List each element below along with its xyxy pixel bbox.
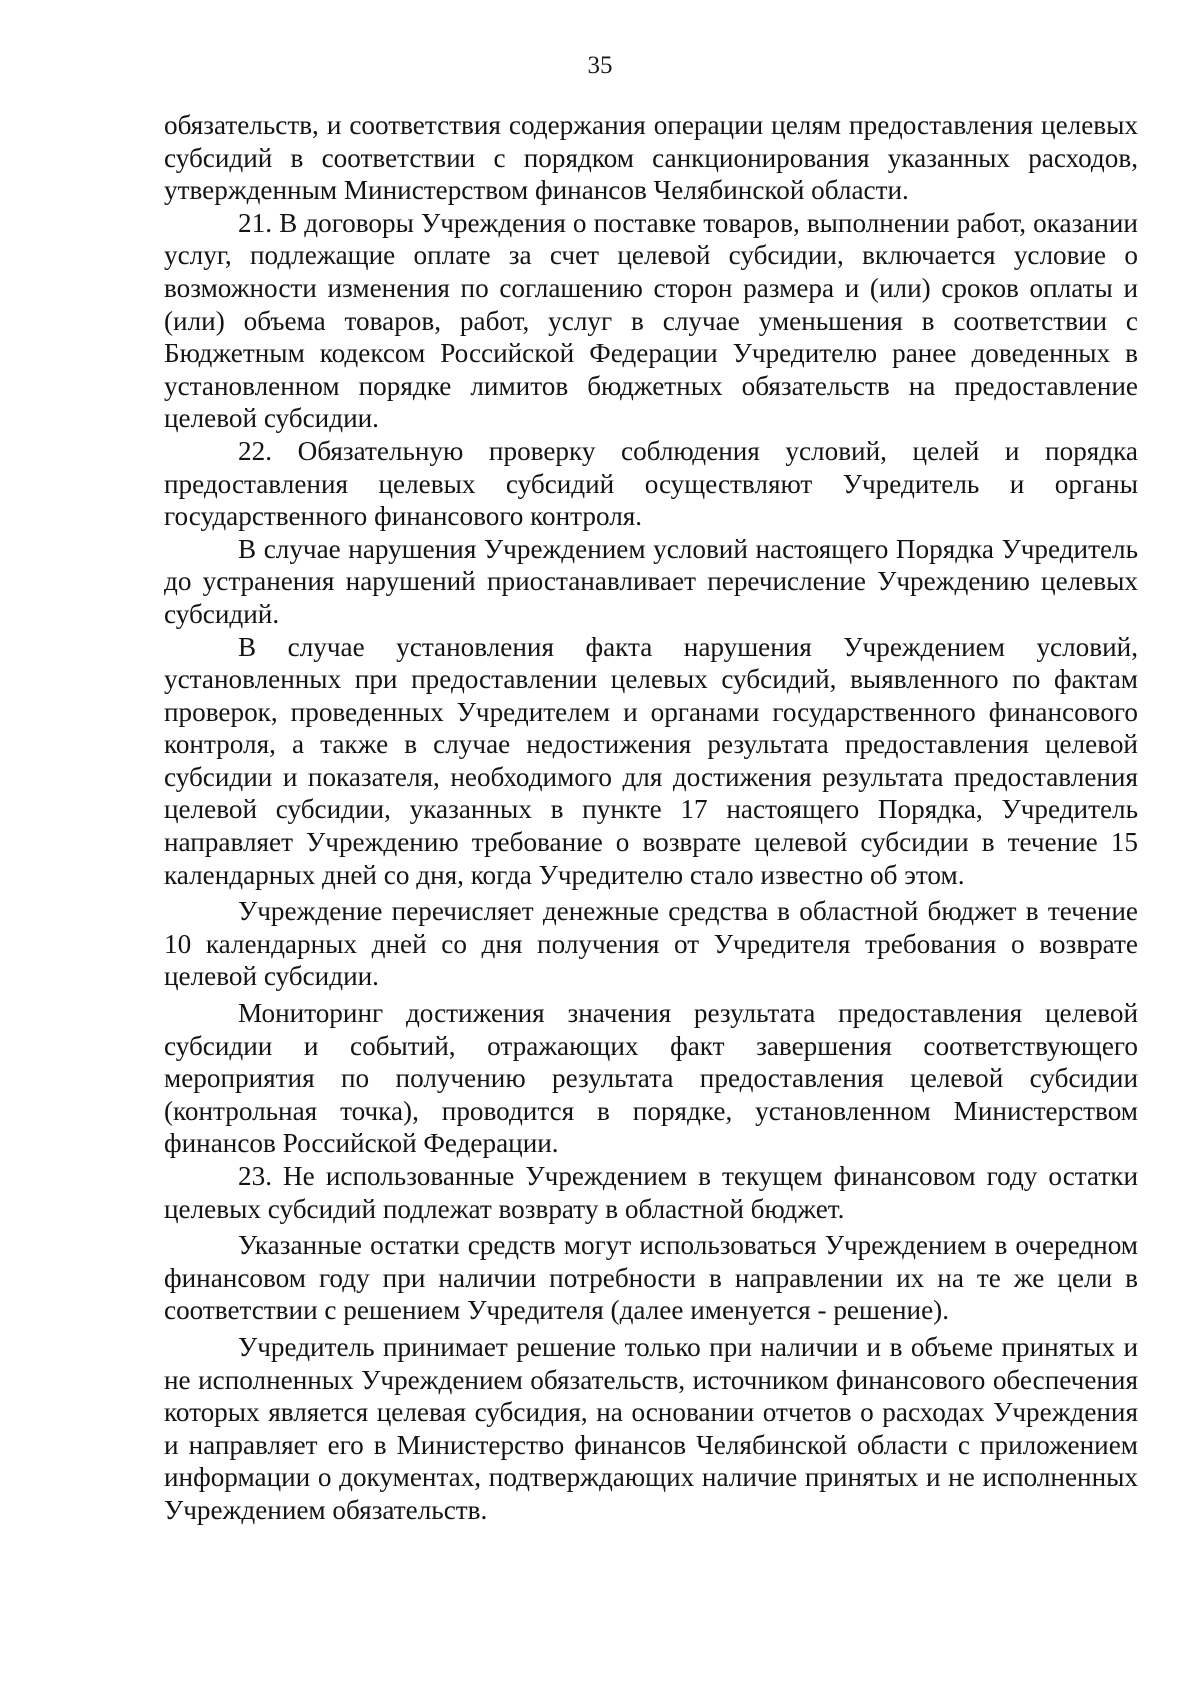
paragraph-founder-decision: Учредитель принимает решение только при наличии и в объеме принятых и не исполненных Учреждением обязательств, источником финансового обеспечения которых является целевая субсидия, на основании отчетов о расходах Учреждения и направляет его в Министерство финансов Челябинской области с приложением информации о документах, подтверждающих наличие принятых и не исполненных Учреждением обязательств. [164,1331,1138,1525]
paragraph-item-21: 21. В договоры Учреждения о поставке товаров, выполнении работ, оказании услуг, подлежащие оплате за счет целевой субсидии, включается условие о возможности изменения по соглашению сторон размера и (или) сроков оплаты и (или) объема товаров, работ, услуг в случае уменьшения в соответствии с Бюджетным кодексом Российской Федерации Учредителю ранее доведенных в установленном порядке лимитов бюджетных обязательств на предоставление целевой субсидии. [164,207,1138,434]
document-body [164,109,1138,1527]
paragraph-remaining-funds: Указанные остатки средств могут использоваться Учреждением в очередном финансовом году при наличии потребности в направлении их на те же цели в соответствии с решением Учредителя (далее именуется - решение). [164,1230,1138,1326]
paragraph-monitoring: Мониторинг достижения значения результата предоставления целевой субсидии и событий, отражающих факт завершения соответствующего мероприятия по получению результата предоставления целевой субсидии (контрольная точка), проводится в порядке, установленном Министерством финансов Российской Федерации. [164,998,1138,1159]
paragraph-violation-return-demand: В случае установления факта нарушения Учреждением условий, установленных при предоставлении целевых субсидий, выявленного по фактам проверок, проведенных Учредителем и органами государственного финансового контроля, а также в случае недостижения результата предоставления целевой субсидии и показателя, необходимого для достижения результата предоставления целевой субсидии, указанных в пункте 17 настоящего Порядка, Учредитель направляет Учреждению требование о возврате целевой субсидии в течение 15 календарных дней со дня, когда Учредителю стало известно об этом. [164,631,1138,890]
page-number: 35 [587,52,613,79]
paragraph-refund-transfer: Учреждение перечисляет денежные средства в областной бюджет в течение 10 календарных дней со дня получения от Учредителя требования о возврате целевой субсидии. [164,896,1138,992]
paragraph-continuation: обязательств, и соответствия содержания операции целям предоставления целевых субсидий в соответствии с порядком санкционирования указанных расходов, утвержденным Министерством финансов Челябинской области. [164,110,1138,206]
paragraph-item-22: 22. Обязательную проверку соблюдения условий, целей и порядка предоставления целевых субсидий осуществляют Учредитель и органы государственного финансового контроля. [164,435,1138,532]
paragraph-item-23: 23. Не использованные Учреждением в текущем финансовом году остатки целевых субсидий подлежат возврату в областной бюджет. [164,1161,1138,1224]
paragraph-violation-suspension: В случае нарушения Учреждением условий настоящего Порядка Учредитель до устранения нарушений приостанавливает перечисление Учреждению целевых субсидий. [164,533,1138,629]
